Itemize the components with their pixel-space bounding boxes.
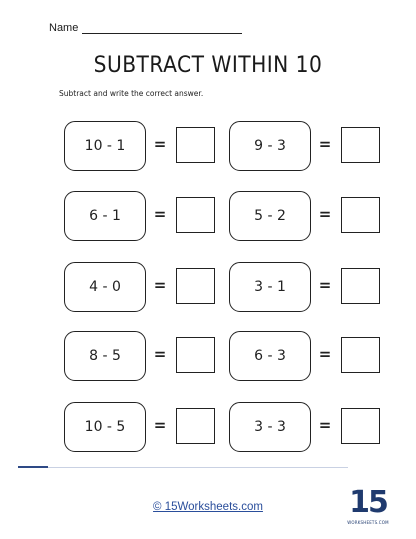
equals-sign: = — [318, 345, 332, 363]
problem-box: 10 - 5 — [64, 402, 146, 452]
footer-divider-accent — [18, 466, 48, 468]
problem-box: 6 - 3 — [229, 331, 311, 381]
problem-box: 5 - 2 — [229, 191, 311, 241]
answer-box[interactable] — [341, 127, 380, 163]
equals-sign: = — [318, 276, 332, 294]
answer-box[interactable] — [176, 408, 215, 444]
problem-row — [0, 402, 416, 456]
problem-row — [0, 191, 416, 245]
equals-sign: = — [153, 135, 167, 153]
answer-box[interactable] — [176, 337, 215, 373]
logo-text: WORKSHEETS.COM — [347, 520, 389, 525]
logo-number: 15 — [349, 485, 387, 520]
equals-sign: = — [318, 416, 332, 434]
problem-box: 8 - 5 — [64, 331, 146, 381]
answer-box[interactable] — [341, 337, 380, 373]
problem-row — [0, 331, 416, 385]
problem-box: 9 - 3 — [229, 121, 311, 171]
worksheets-logo[interactable] — [347, 485, 389, 530]
equals-sign: = — [153, 345, 167, 363]
equals-sign: = — [153, 205, 167, 223]
answer-box[interactable] — [176, 127, 215, 163]
answer-box[interactable] — [341, 408, 380, 444]
problem-box: 3 - 3 — [229, 402, 311, 452]
answer-box[interactable] — [176, 268, 215, 304]
instructions: Subtract and write the correct answer. — [59, 89, 204, 98]
footer-divider — [48, 467, 348, 468]
equals-sign: = — [318, 205, 332, 223]
answer-box[interactable] — [341, 268, 380, 304]
answer-box[interactable] — [176, 197, 215, 233]
name-label: Name — [49, 22, 79, 34]
problem-box: 4 - 0 — [64, 262, 146, 312]
problem-row — [0, 262, 416, 316]
problem-box: 10 - 1 — [64, 121, 146, 171]
answer-box[interactable] — [341, 197, 380, 233]
copyright-link[interactable]: © 15Worksheets.com — [153, 501, 263, 513]
problem-box: 3 - 1 — [229, 262, 311, 312]
page-title: SUBTRACT WITHIN 10 — [93, 53, 323, 78]
equals-sign: = — [153, 416, 167, 434]
problem-box: 6 - 1 — [64, 191, 146, 241]
equals-sign: = — [318, 135, 332, 153]
problem-row — [0, 121, 416, 175]
equals-sign: = — [153, 276, 167, 294]
